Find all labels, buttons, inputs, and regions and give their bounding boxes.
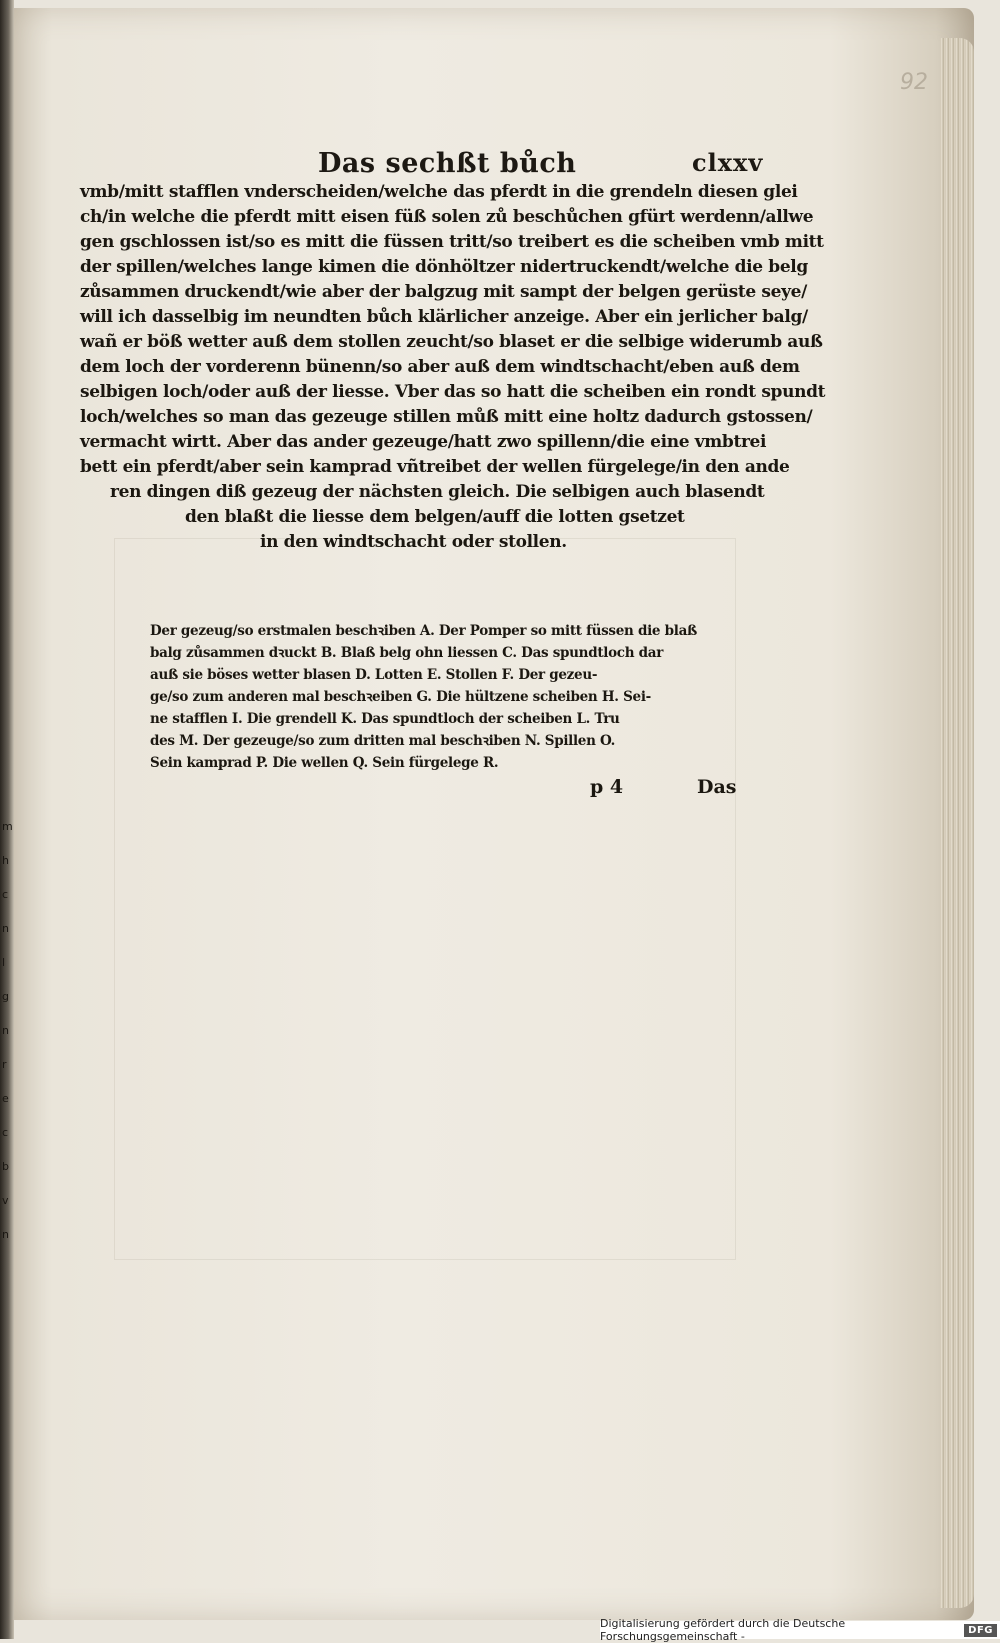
text-line: gen gschlossen ist/so es mitt die füssen tritt/so treibert es die scheiben vmb mitt xyxy=(80,232,824,252)
left-page-letter: n xyxy=(2,1024,9,1037)
left-page-letter: c xyxy=(2,888,9,901)
left-page-letter: r xyxy=(2,1058,7,1071)
left-page-letter: b xyxy=(2,1160,9,1173)
text-line: dem loch der vorderenn bünenn/so aber auß dem windtschacht/eben auß dem xyxy=(80,357,800,377)
left-page-sliver xyxy=(0,0,14,1639)
text-line: wañ er böß wetter auß dem stollen zeucht/so blaset er die selbige widerumb auß xyxy=(80,332,823,352)
legend-line: auß sie böses wetter blasen D. Lotten E. Stollen F. Der gezeu- xyxy=(150,667,598,683)
left-page-letter: h xyxy=(2,854,9,867)
text-line: der spillen/welches lange kimen die dönhöltzer nidertruckendt/welche die belg xyxy=(80,257,808,277)
text-line: will ich dasselbig im neundten bůch klärlicher anzeige. Aber ein jerlicher balg/ xyxy=(80,307,808,327)
signature-mark: p 4 xyxy=(590,776,624,798)
text-line: den blaßt die liesse dem belgen/auff die lotten gsetzet xyxy=(185,507,685,527)
legend-line: balg zůsammen dꝛuckt B. Blaß belg ohn liessen C. Das spundtloch dar xyxy=(150,645,664,661)
text-line: ch/in welche die pferdt mitt eisen füß solen zů beschůchen gfürt werdenn/allwe xyxy=(80,207,814,227)
legend-line: Sein kamprad P. Die wellen Q. Sein fürgelege R. xyxy=(150,755,499,771)
legend-line: Der gezeug/so erstmalen beschꝛiben A. Der Pomper so mitt füssen die blaß xyxy=(150,623,697,639)
text-line: ren dingen diß gezeug der nächsten gleich. Die selbigen auch blasendt xyxy=(110,482,765,502)
figure-legend xyxy=(150,620,697,774)
footer-credit: Digitalisierung gefördert durch die Deutsche Forschungsgemeinschaft - xyxy=(600,1617,846,1643)
text-line: zůsammen druckendt/wie aber der balgzug mit sampt der belgen gerüste seye/ xyxy=(80,282,807,302)
left-page-letter: v xyxy=(2,1194,9,1207)
catchword: Das xyxy=(697,776,737,798)
left-page-letter: c xyxy=(2,1126,9,1139)
left-page-letter: m xyxy=(2,820,13,833)
left-page-letter: n xyxy=(2,922,9,935)
left-page-letter: l xyxy=(2,956,6,969)
left-page-letter: g xyxy=(2,990,9,1003)
text-line: loch/welches so man das gezeuge stillen můß mitt eine holtz dadurch gstossen/ xyxy=(80,407,813,427)
left-page-letter: e xyxy=(2,1092,9,1105)
text-line: in den windtschacht oder stollen. xyxy=(260,532,567,552)
legend-line: des M. Der gezeuge/so zum dritten mal beschꝛiben N. Spillen O. xyxy=(150,733,616,749)
text-line: selbigen loch/oder auß der liesse. Vber das so hatt die scheiben ein rondt spundt xyxy=(80,382,826,402)
legend-line: ne stafflen I. Die grendell K. Das spundtloch der scheiben L. Tru xyxy=(150,711,620,727)
left-page-letter: n xyxy=(2,1228,9,1241)
legend-line: ge/so zum anderen mal beschꝛeiben G. Die hültzene scheiben H. Sei- xyxy=(150,689,651,705)
pencil-folio: 92 xyxy=(900,70,928,95)
footer-bar xyxy=(600,1617,1000,1643)
text-line: bett ein pferdt/aber sein kamprad vñtreibet der wellen fürgelege/in den ande xyxy=(80,457,790,477)
text-line: vmb/mitt stafflen vnderscheiden/welche das pferdt in die grendeln diesen glei xyxy=(80,182,798,202)
page-stack-edge xyxy=(940,38,974,1608)
dfg-logo: DFG xyxy=(964,1624,997,1637)
folio-number: clxxv xyxy=(692,148,764,177)
running-head: Das sechßt bůch xyxy=(318,148,577,179)
text-line: vermacht wirtt. Aber das ander gezeuge/hatt zwo spillenn/die eine vmbtrei xyxy=(80,432,767,452)
body-text xyxy=(80,180,826,555)
